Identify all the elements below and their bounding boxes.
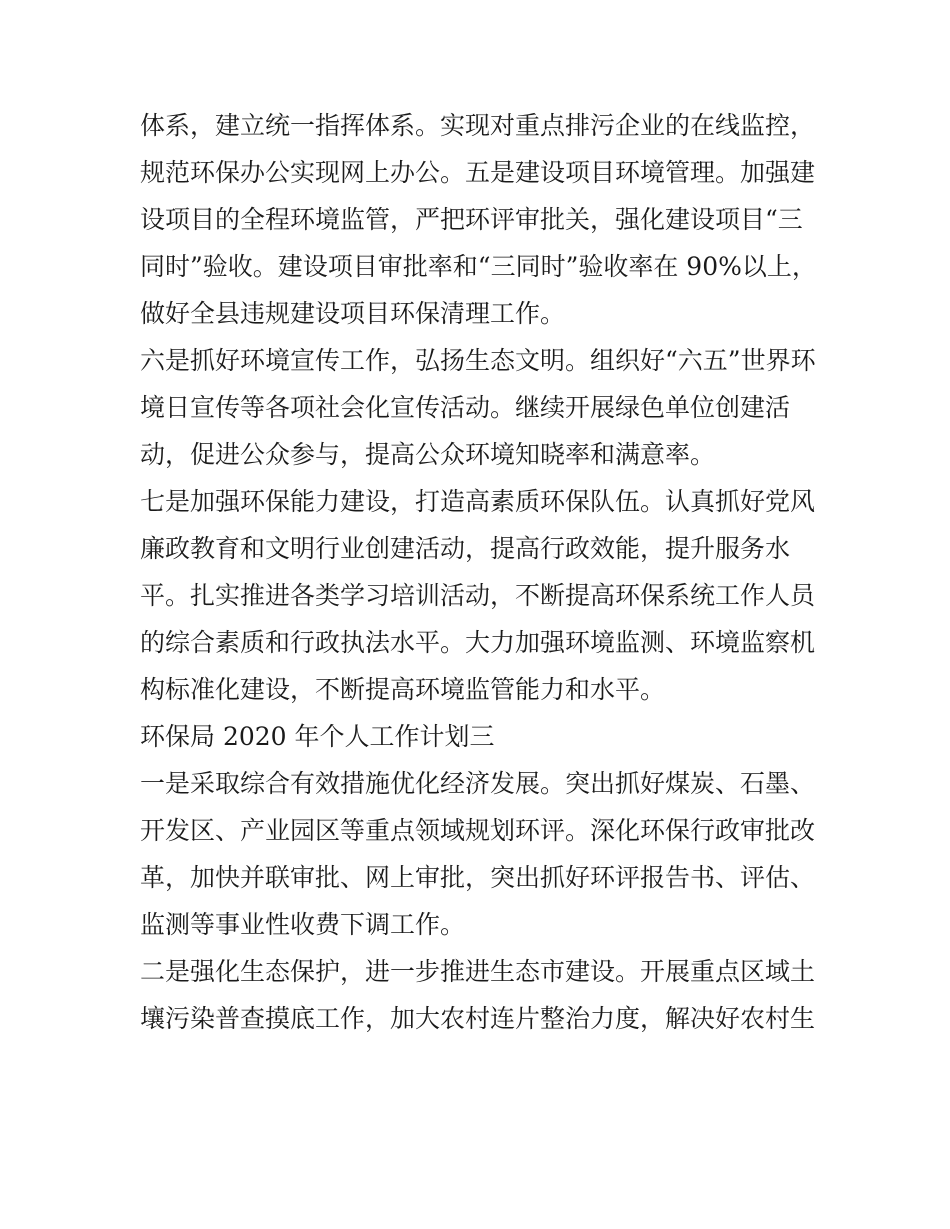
document-body [140,102,830,1042]
text-line: 规范环保办公实现网上办公。五是建设项目环境管理。加强建 [140,158,816,187]
text-line: 境日宣传等各项社会化宣传活动。继续开展绿色单位创建活 [140,393,791,422]
text-line: 平。扎实推进各类学习培训活动，不断提高环保系统工作人员 [140,581,816,610]
paragraph-6 [140,948,830,1042]
text-line: 设项目的全程环境监管，严把环评审批关，强化建设项目“三 [140,205,803,234]
text-line: 监测等事业性收费下调工作。 [140,910,466,939]
paragraph-1 [140,102,830,337]
text-line: 七是加强环保能力建设，打造高素质环保队伍。认真抓好党风 [140,487,816,516]
text-line: 二是强化生态保护，进一步推进生态市建设。开展重点区域土 [140,957,816,986]
paragraph-3 [140,478,830,713]
text-line: 廉政教育和文明行业创建活动，提高行政效能，提升服务水 [140,534,791,563]
text-line: 开发区、产业园区等重点领域规划环评。深化环保行政审批改 [140,816,816,845]
text-line: 同时”验收。建设项目审批率和“三同时”验收率在 90%以上， [140,252,817,281]
text-line: 六是抓好环境宣传工作，弘扬生态文明。组织好“六五”世界环 [140,346,816,375]
section-heading [140,713,830,760]
text-line: 体系，建立统一指挥体系。实现对重点排污企业的在线监控， [140,111,816,140]
heading-line: 环保局 2020 年个人工作计划三 [140,722,495,751]
text-line: 动，促进公众参与，提高公众环境知晓率和满意率。 [140,440,716,469]
text-line: 构标准化建设，不断提高环境监管能力和水平。 [140,675,666,704]
text-line: 革，加快并联审批、网上审批，突出抓好环评报告书、评估、 [140,863,816,892]
paragraph-2 [140,337,830,478]
paragraph-5 [140,760,830,948]
text-line: 的综合素质和行政执法水平。大力加强环境监测、环境监察机 [140,628,816,657]
text-line: 一是采取综合有效措施优化经济发展。突出抓好煤炭、石墨、 [140,769,816,798]
text-line: 壤污染普查摸底工作，加大农村连片整治力度，解决好农村生 [140,1004,816,1033]
text-line: 做好全县违规建设项目环保清理工作。 [140,299,566,328]
